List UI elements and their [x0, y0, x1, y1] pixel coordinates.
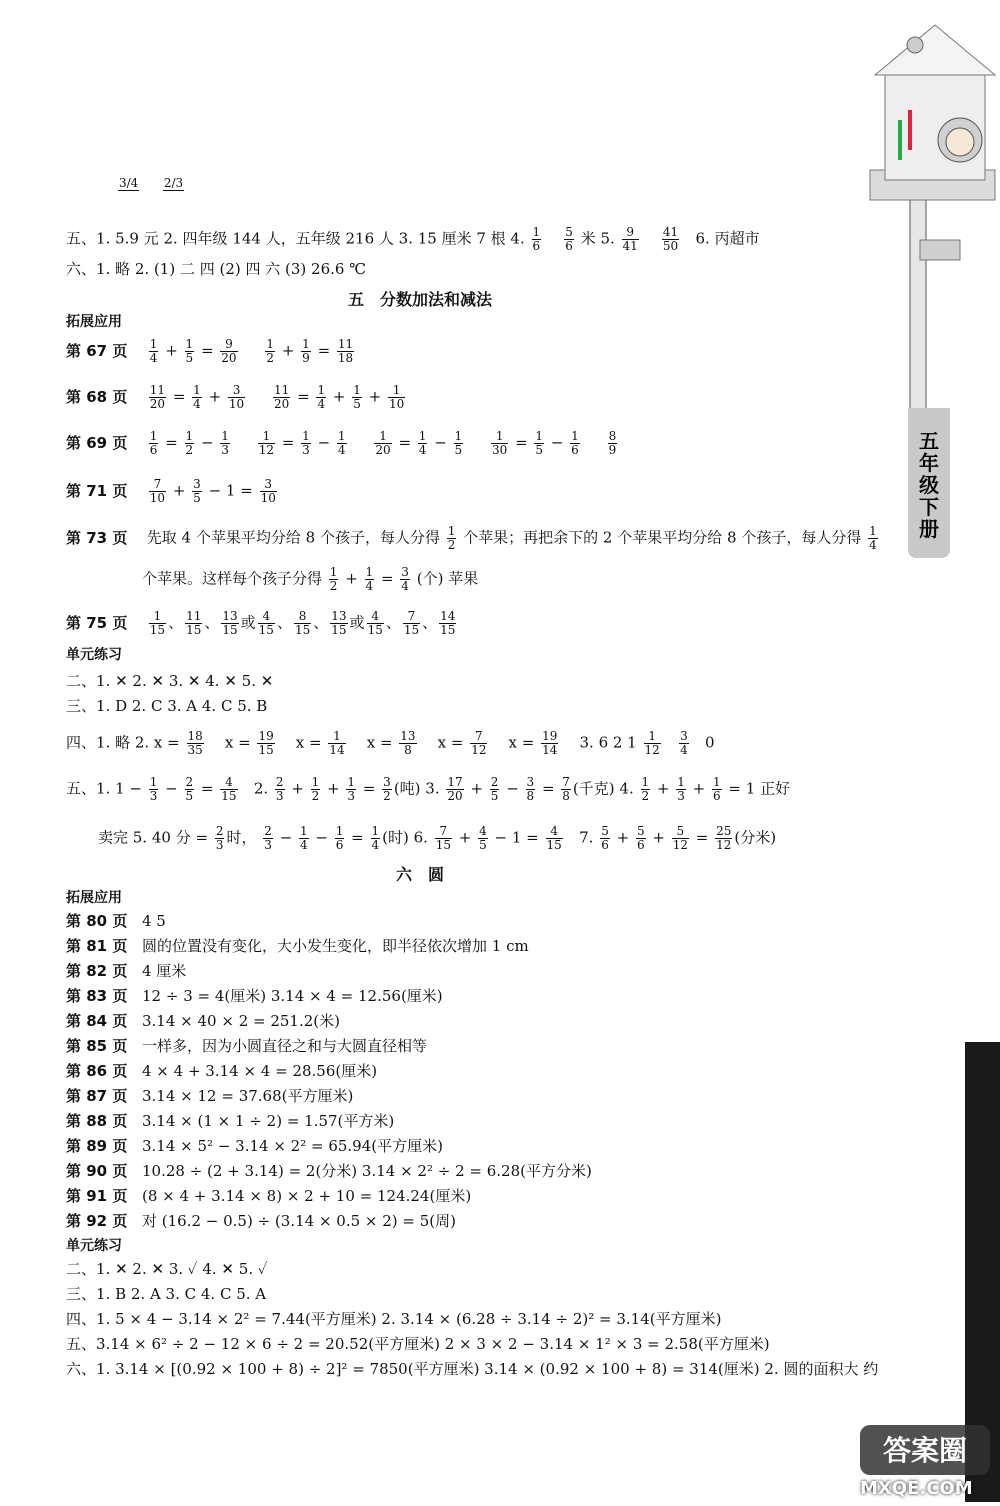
unit5-ex-wu-line2: 卖完 5. 40 分 = $\frac{2}{3}$ 时， $\frac{2}{3}$ − $\frac{1}{4}$ − $\frac{1}{6}$ = $\frac{1}{4}$ (时) 6. $\frac{7}{15}$ + $\frac{4}{5}$ − 1 = $\frac{4}{15}$ 7. $\frac{5}{6}$ + $\frac{5}{6}$ + $\frac{5}{12}$ = $\frac{25}{12}$ (分米) — [98, 824, 777, 852]
unit6-ex-line: 三、1. B 2. A 3. C 4. C 5. A — [66, 1285, 267, 1303]
unit5-ex-wu-line1: 五、1. 1 − $\frac{1}{3}$ − $\frac{2}{5}$ = $\frac{4}{15}$ 2. $\frac{2}{3}$ + $\frac{1}{2}$ + $\frac{1}{3}$ = $\frac{3}{2}$ (吨) 3. $\frac{17}{20}$ + $\frac{2}{5}$ − $\frac{3}{8}$ = $\frac{7}{8}$ (千克) 4. $\frac{1}{2}$ + $\frac{1}{3}$ + $\frac{1}{6}$ = 1 正好 — [66, 775, 791, 803]
unit5-ex-er: 二、1. ✕ 2. ✕ 3. ✕ 4. ✕ 5. ✕ — [66, 672, 274, 690]
unit6-page-line: 第 83 页 12 ÷ 3 = 4(厘米) 3.14 × 4 = 12.56(厘米) — [66, 987, 443, 1005]
unit6-ex-line: 六、1. 3.14 × [(0.92 × 100 + 8) ÷ 2]² = 7850(平方厘米) 3.14 × (0.92 × 100 + 8) = 314(厘米) 2. 圆的面积大 约 — [66, 1360, 879, 1378]
unit6-page-line: 第 90 页 10.28 ÷ (2 + 3.14) = 2(分米) 3.14 × 2² ÷ 2 = 6.28(平方分米) — [66, 1162, 592, 1180]
unit5-p73-line1: 第 73 页 先取 4 个苹果平均分给 8 个孩子，每人分得 $\frac{1}{2}$ 个苹果；再把余下的 2 个苹果平均分给 8 个孩子，每人分得 $\frac{1}{4}$ — [66, 524, 877, 552]
unit6-expand-heading: 拓展应用 — [66, 890, 122, 906]
unit6-page-line: 第 82 页 4 厘米 — [66, 962, 187, 980]
watermark-text: MXQE.COM — [860, 1478, 973, 1499]
unit6-page-line: 第 87 页 3.14 × 12 = 37.68(平方厘米) — [66, 1087, 354, 1105]
unit5-p68: 第 68 页 $\frac{11}{20}$ = $\frac{1}{4}$ + $\frac{3}{10}$ $\frac{11}{20}$ = $\frac{1}{4}$ + $\frac{1}{5}$ + $\frac{1}{10}$ — [66, 383, 405, 411]
unit5-ex-san: 三、1. D 2. C 3. A 4. C 5. B — [66, 697, 268, 715]
side-tab-label: 五 年 级 下 册 — [919, 429, 939, 541]
unit5-p69: 第 69 页 $\frac{1}{6}$ = $\frac{1}{2}$ − $\frac{1}{3}$ $\frac{1}{12}$ = $\frac{1}{3}$ − $\frac{1}{4}$ $\frac{1}{20}$ = $\frac{1}{4}$ − $\frac{1}{5}$ $\frac{1}{30}$ = $\frac{1}{5}$ − $\frac{1}{6}$ $\frac{8}{9}$ — [66, 429, 617, 457]
unit6-page-line: 第 92 页 对 (16.2 − 0.5) ÷ (3.14 × 0.5 × 2) = 5(周) — [66, 1212, 456, 1230]
unit6-page-line: 第 85 页 一样多，因为小圆直径之和与大圆直径相等 — [66, 1037, 428, 1055]
section4-answer-liu: 六、1. 略 2. (1) 二 四 (2) 四 六 (3) 26.6 ℃ — [66, 260, 366, 278]
unit6-title: 六 圆 — [395, 865, 444, 884]
svg-text:答案圈: 答案圈 — [882, 1434, 968, 1467]
unit6-page-line: 第 88 页 3.14 × (1 × 1 ÷ 2) = 1.57(平方米) — [66, 1112, 395, 1130]
unit6-page-line: 第 80 页 4 5 — [66, 912, 166, 930]
unit6-ex-line: 二、1. ✕ 2. ✕ 3. ✓ 4. ✕ 5. ✓ — [66, 1260, 268, 1278]
unit5-expand-heading: 拓展应用 — [66, 314, 122, 330]
top-fraction-line: 3/4 2/3 — [119, 176, 184, 190]
unit6-page-line: 第 89 页 3.14 × 5² − 3.14 × 2² = 65.94(平方厘米) — [66, 1137, 443, 1155]
unit6-page-line: 第 81 页 圆的位置没有变化，大小发生变化，即半径依次增加 1 cm — [66, 937, 529, 955]
unit5-ex-si: 四、1. 略 2. x = $\frac{18}{35}$ x = $\frac{19}{15}$ x = $\frac{1}{14}$ x = $\frac{13}{8}$ x = $\frac{7}{12}$ x = $\frac{19}{14}$ 3. 6 2 1 $\frac{1}{12}$ $\frac{3}{4}$ 0 — [66, 729, 715, 757]
unit5-exercise-heading: 单元练习 — [66, 647, 122, 663]
unit5-p67: 第 67 页 $\frac{1}{4}$ + $\frac{1}{5}$ = $\frac{9}{20}$ $\frac{1}{2}$ + $\frac{1}{9}$ = $\frac{11}{18}$ — [66, 337, 354, 365]
unit6-page-line: 第 91 页 (8 × 4 + 3.14 × 8) × 2 + 10 = 124.24(厘米) — [66, 1187, 472, 1205]
unit6-ex-line: 五、3.14 × 6² ÷ 2 − 12 × 6 ÷ 2 = 20.52(平方厘米) 2 × 3 × 2 − 3.14 × 1² × 3 = 2.58(平方厘米) — [66, 1335, 770, 1353]
unit5-p73-line2: 个苹果。这样每个孩子分得 $\frac{1}{2}$ + $\frac{1}{4}$ = $\frac{3}{4}$ (个) 苹果 — [142, 565, 479, 593]
unit6-ex-line: 四、1. 5 × 4 − 3.14 × 2² = 7.44(平方厘米) 2. 3.14 × (6.28 ÷ 3.14 ÷ 2)² = 3.14(平方厘米) — [66, 1310, 722, 1328]
unit5-title: 五 分数加法和减法 — [347, 290, 492, 309]
unit5-p71: 第 71 页 $\frac{7}{10}$ + $\frac{3}{5}$ − 1 = $\frac{3}{10}$ — [66, 477, 276, 505]
section4-answer-wu: 五、1. 5.9 元 2. 四年级 144 人，五年级 216 人 3. 15 厘米 7 根 4. $\frac{1}{6}$ $\frac{5}{6}$ 米 5. $\frac{9}{41}$ $\frac{41}{50}$ 6. 丙超市 — [66, 225, 760, 253]
unit6-exercise-heading: 单元练习 — [66, 1238, 122, 1254]
watermark-logo — [850, 1420, 1000, 1502]
unit5-p75: 第 75 页 $\frac{1}{15}$ 、 $\frac{11}{15}$ 、 $\frac{13}{15}$ 或 $\frac{4}{15}$ 、 $\frac{8}{15}$ 、 $\frac{13}{15}$ 或 $\frac{4}{15}$ 、 $\frac{7}{15}$ 、 $\frac{14}{15}$ — [66, 609, 456, 637]
unit6-page-line: 第 86 页 4 × 4 + 3.14 × 4 = 28.56(厘米) — [66, 1062, 378, 1080]
unit6-page-line: 第 84 页 3.14 × 40 × 2 = 251.2(米) — [66, 1012, 340, 1030]
